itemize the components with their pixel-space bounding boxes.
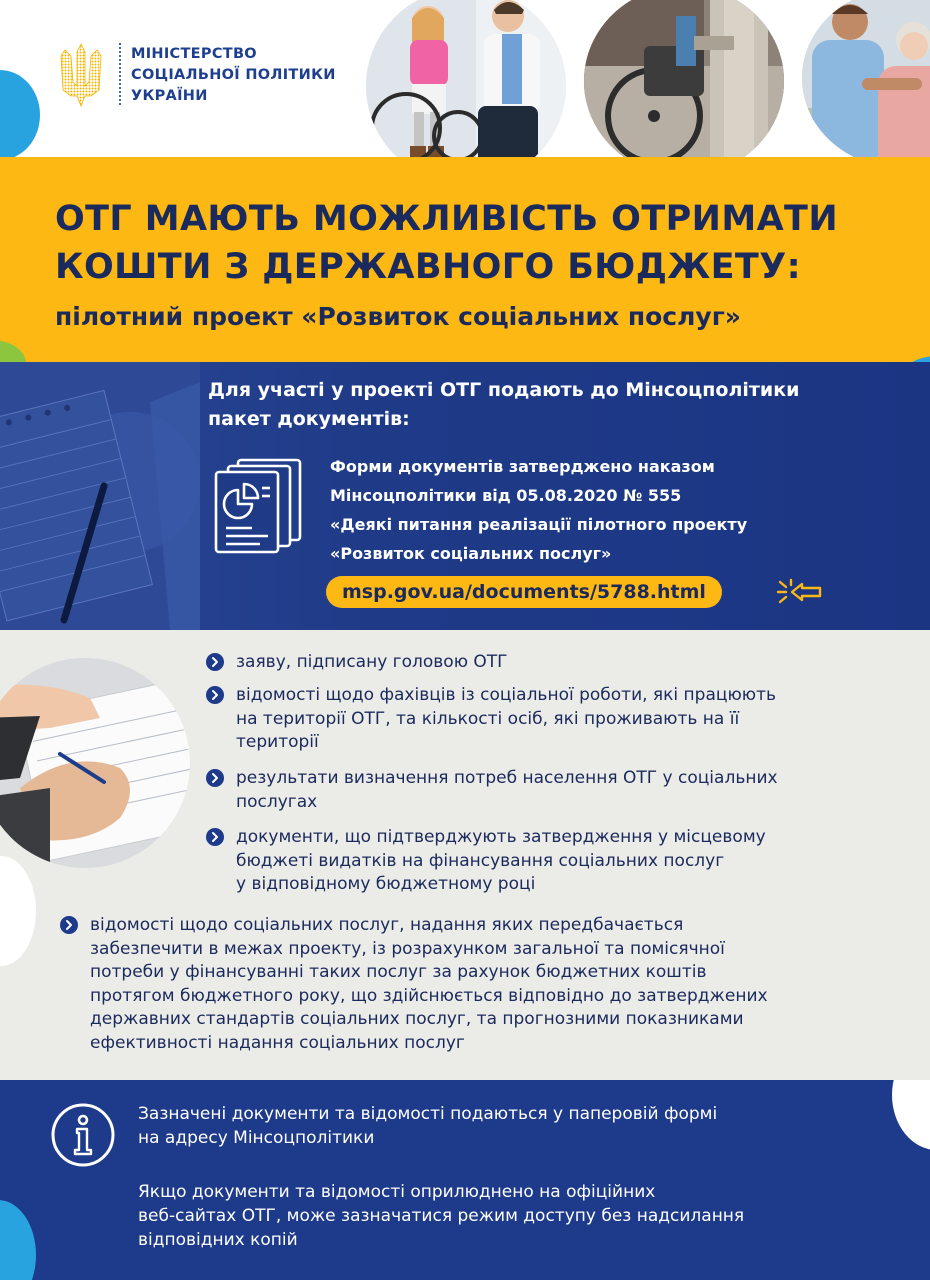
- footer-p1-line-1: Зазначені документи та відомості подаються у паперовій формі: [138, 1104, 718, 1124]
- list-item-line: території: [236, 732, 319, 752]
- documents-chart-icon: [208, 458, 308, 554]
- list-item-line: протягом бюджетного року, що здійснюється відповідно до затверджених: [90, 985, 768, 1006]
- list-item-line: відомості щодо фахівців із соціальної роботи, які працюють: [236, 685, 776, 705]
- list-item-text: [236, 651, 508, 675]
- forms-line-4: «Розвиток соціальних послуг»: [330, 544, 612, 563]
- requirements-list: [0, 630, 930, 1080]
- page-title-line-1: ОТГ МАЮТЬ МОЖЛИВІСТЬ ОТРИМАТИ: [55, 199, 839, 239]
- list-item-text: [236, 684, 776, 755]
- photo-girl-wheelchair-doctor: [366, 0, 566, 160]
- ministry-line-3: УКРАЇНИ: [131, 87, 208, 104]
- list-item-line: ефективності надання соціальних послуг: [90, 1032, 465, 1053]
- chevron-right-icon: [60, 916, 78, 934]
- chevron-right-icon: [206, 769, 224, 787]
- list-item-line: забезпечити в межах проекту, із розрахунком загальної та помісячної: [90, 938, 725, 959]
- list-item-text: [236, 826, 766, 897]
- forms-line-1: Форми документів затверджено наказом: [330, 457, 715, 476]
- footer-p1-line-2: на адресу Мінсоцполітики: [138, 1128, 375, 1148]
- photo-caregiver-elderly: [802, 0, 930, 160]
- photo-hand-writing: [0, 658, 190, 868]
- chevron-right-icon: [206, 686, 224, 704]
- chevron-right-icon: [206, 828, 224, 846]
- cursor-pointer-icon: [776, 578, 824, 606]
- ministry-name: [131, 44, 336, 107]
- list-item: [206, 767, 906, 814]
- page-subtitle: пілотний проект «Розвиток соціальних послуг»: [55, 302, 741, 331]
- list-item-line: відомості щодо соціальних послуг, надання яких передбачається: [90, 915, 684, 935]
- trident-icon: [55, 42, 107, 108]
- list-item-line: результати визначення потреб населення ОТГ у соціальних: [236, 768, 778, 788]
- footer-p2-line-2: веб-сайтах ОТГ, може зазначатися режим доступу без надсилання: [138, 1206, 745, 1226]
- documents-lead: [208, 376, 799, 434]
- forms-line-3: «Деякі питання реалізації пілотного проекту: [330, 515, 748, 534]
- header: [0, 0, 930, 160]
- forms-approval-text: [330, 452, 747, 568]
- footer-p2-line-1: Якщо документи та відомості оприлюднено на офіційних: [138, 1182, 656, 1202]
- footer-paragraph-2: [138, 1180, 744, 1252]
- documents-lead-line-2: пакет документів:: [208, 408, 410, 430]
- list-item-text: [236, 767, 778, 814]
- ministry-logo[interactable]: [55, 42, 336, 108]
- logo-divider: [119, 43, 121, 107]
- footer-p2-line-3: відповідних копій: [138, 1230, 298, 1250]
- deco-circle-white-right: [892, 1080, 930, 1150]
- list-item-line: у відповідному бюджетному році: [236, 874, 536, 894]
- list-item-line: заяву, підписану головою ОТГ: [236, 652, 508, 672]
- photo-wheelchair-outdoor: [584, 0, 784, 160]
- list-item-line: бюджеті видатків на фінансування соціальних послуг: [236, 850, 725, 871]
- list-item: [206, 684, 906, 755]
- ministry-line-2: СОЦІАЛЬНОЇ ПОЛІТИКИ: [131, 66, 336, 83]
- page-title: [55, 195, 838, 291]
- list-item-line: державних стандартів соціальних послуг, та прогнозними показниками: [90, 1009, 744, 1029]
- documents-section: [0, 362, 930, 630]
- deco-circle-blue-bottom-left: [0, 1200, 36, 1280]
- chevron-right-icon: [206, 653, 224, 671]
- list-item-text: [90, 914, 768, 1055]
- footer-info: [0, 1080, 930, 1280]
- list-item: [206, 826, 906, 897]
- list-item: [206, 651, 906, 675]
- notebook-pen-illustration: [0, 362, 200, 630]
- list-item-line: потреби у фінансуванні таких послуг за рахунок бюджетних коштів: [90, 962, 707, 982]
- footer-paragraph-1: [138, 1102, 717, 1150]
- list-item-line: послугах: [236, 791, 318, 812]
- title-banner: [0, 157, 930, 362]
- forms-line-2: Мінсоцполітики від 05.08.2020 № 555: [330, 486, 682, 505]
- documents-lead-line-1: Для участі у проекті ОТГ подають до Мінсоцполітики: [208, 379, 800, 401]
- ministry-line-1: МІНІСТЕРСТВО: [131, 45, 257, 62]
- deco-circle-blue-left: [0, 70, 40, 160]
- documents-link[interactable]: msp.gov.ua/documents/5788.html: [326, 576, 722, 608]
- list-item: [60, 914, 910, 1055]
- list-item-line: на території ОТГ, та кількості осіб, які проживають на її: [236, 708, 740, 729]
- page-title-line-2: КОШТИ З ДЕРЖАВНОГО БЮДЖЕТУ:: [55, 247, 801, 287]
- info-icon: [50, 1102, 116, 1168]
- list-item-line: документи, що підтверджують затвердження у місцевому: [236, 827, 766, 847]
- deco-circle-white-left: [0, 856, 36, 966]
